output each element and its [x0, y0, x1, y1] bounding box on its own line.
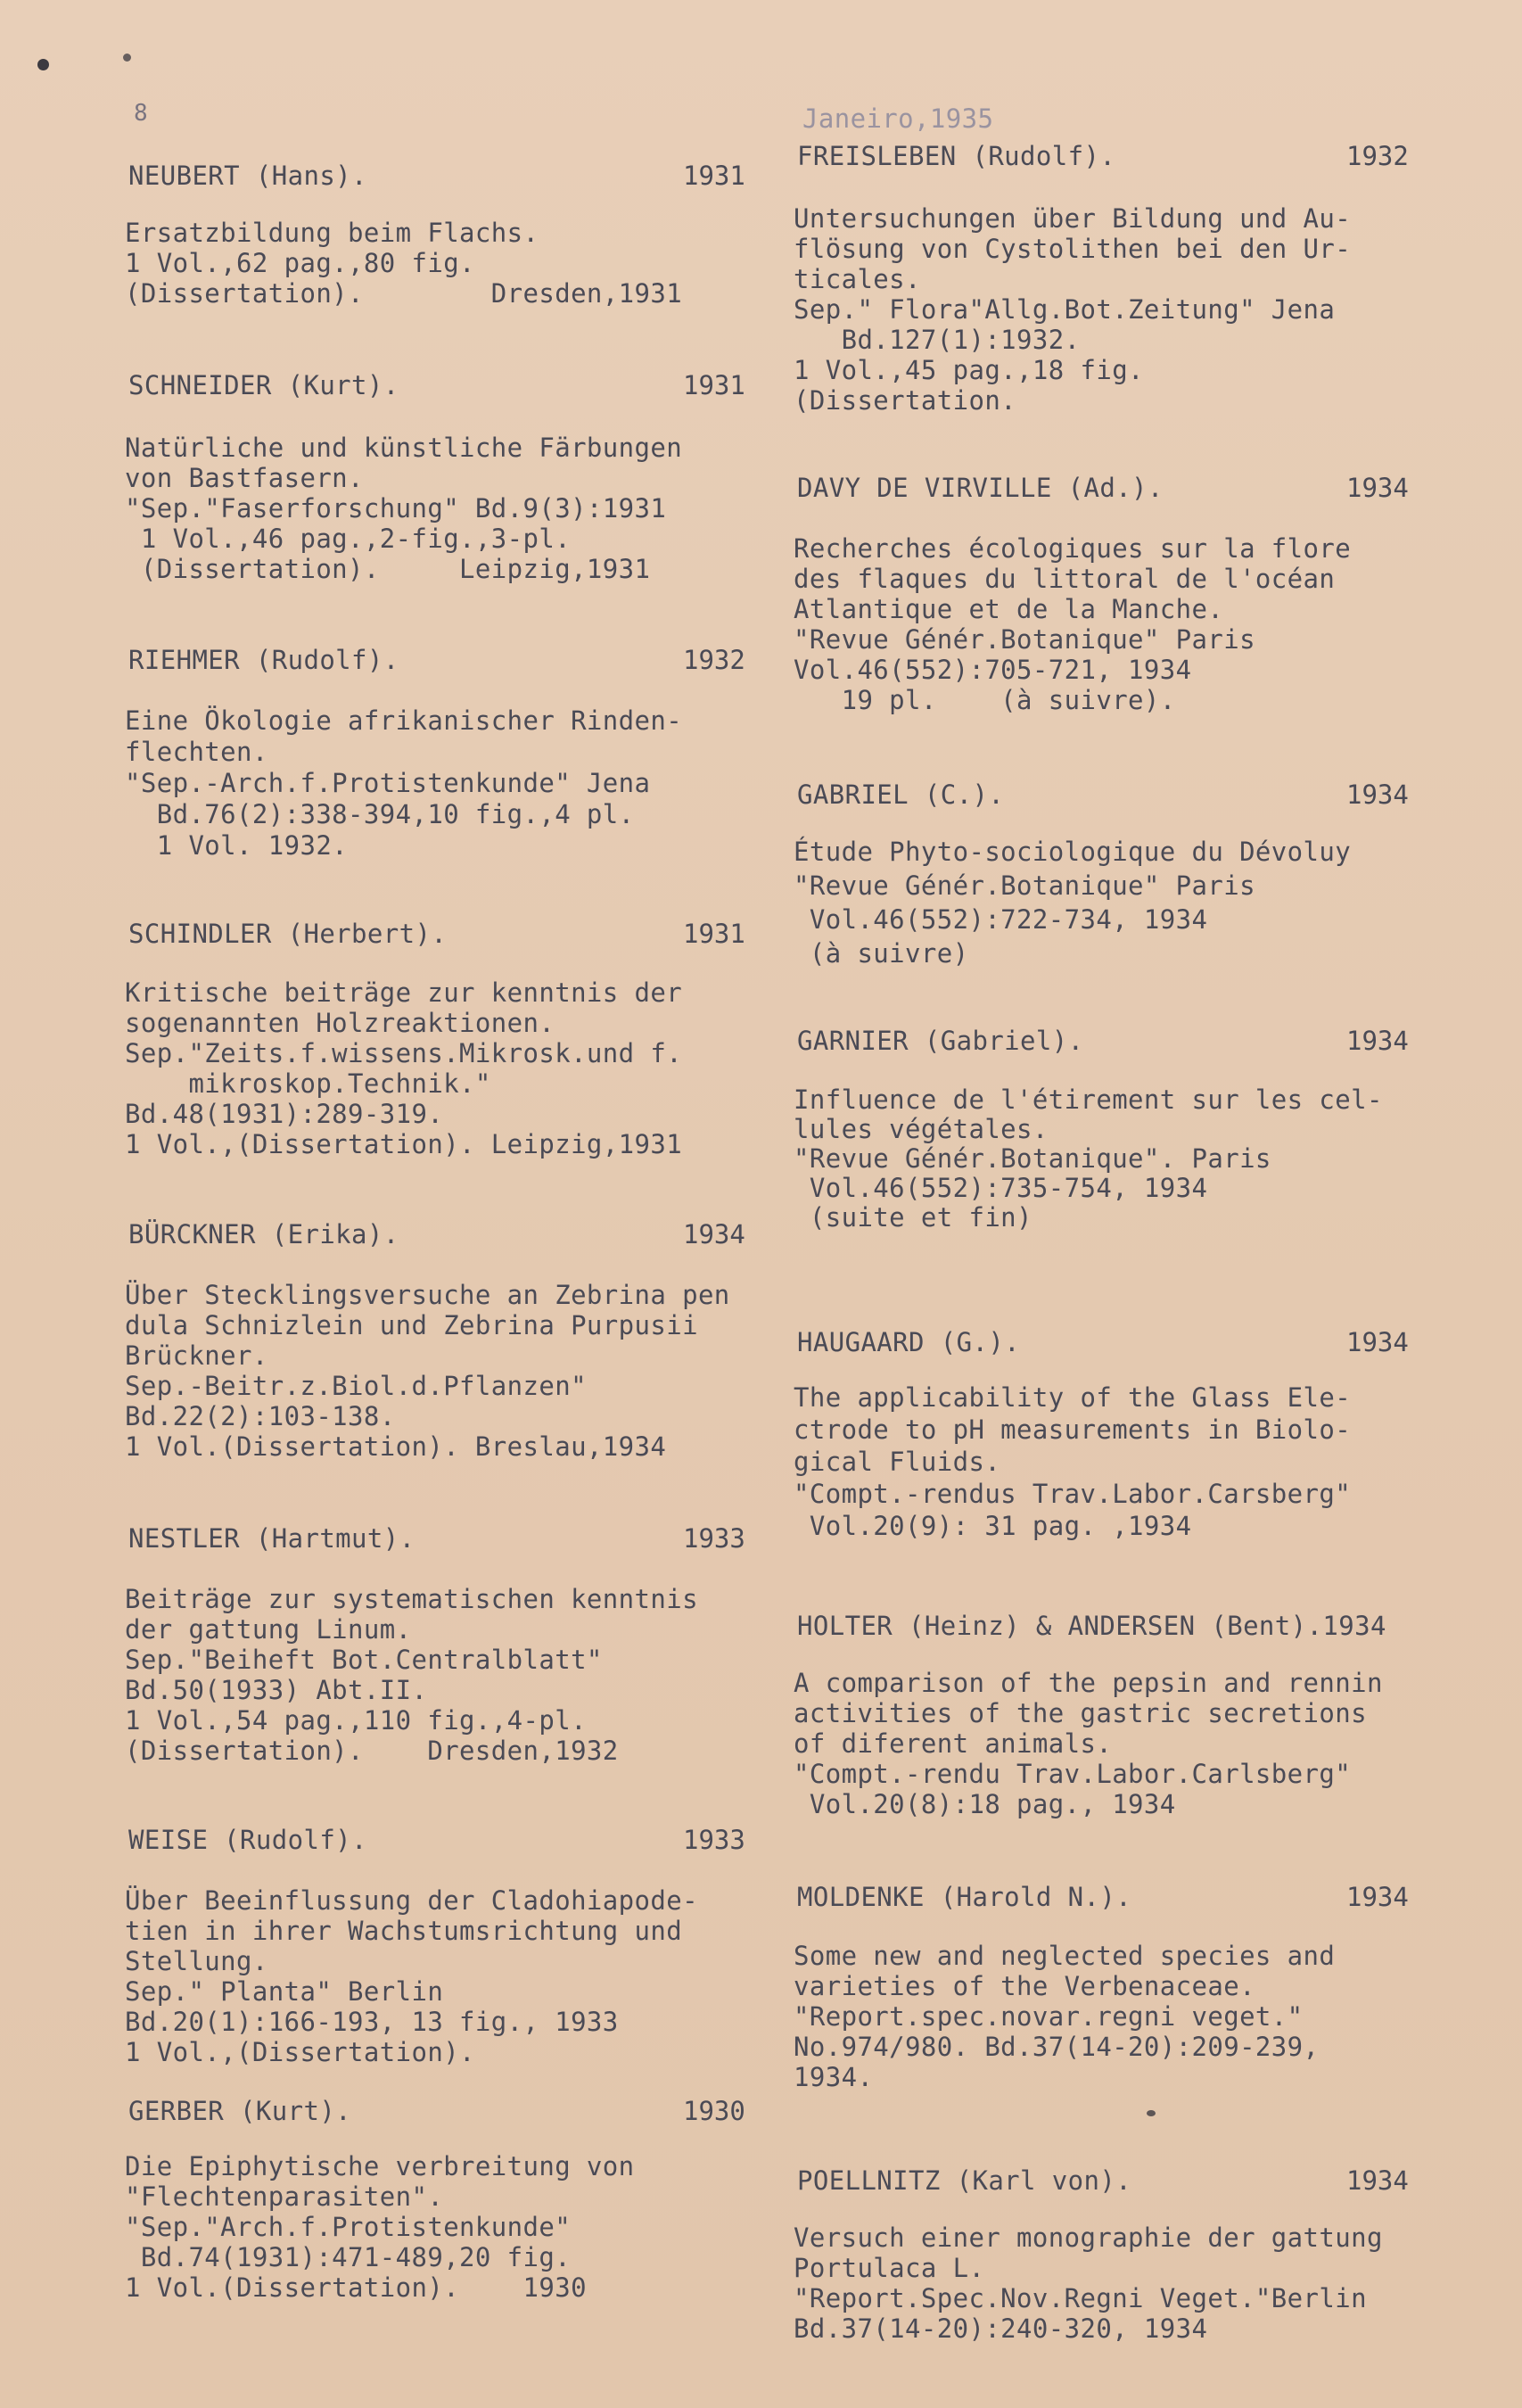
entry-text-line: 1 Vol.,(Dissertation). [125, 2037, 475, 2067]
entry-text-line: (suite et fin) [794, 1202, 1032, 1233]
entry-text-line: ticales. [794, 264, 921, 294]
entry-text-line: Portulaca L. [794, 2253, 985, 2283]
entry-text-line: (Dissertation. [794, 385, 1017, 416]
entry-text-line: Bd.74(1931):471-489,20 fig. [125, 2242, 572, 2272]
entry-text-line: Atlantique et de la Manche. [794, 594, 1224, 624]
entry-author: GABRIEL (C.). [797, 779, 1005, 810]
entry-author: HAUGAARD (G.). [797, 1327, 1021, 1357]
ink-blot-mark [37, 59, 49, 70]
entry-text-line: sogenannten Holzreaktionen. [125, 1008, 555, 1038]
entry-year: 1931 [683, 161, 745, 191]
entry-text-line: "Sep."Faserforschung" Bd.9(3):1931 [125, 493, 667, 524]
entry-text-line: 1 Vol.,45 pag.,18 fig. [794, 355, 1144, 385]
entry-text-line: Natürliche und künstliche Färbungen [125, 433, 683, 463]
entry-text-line: Eine Ökologie afrikanischer Rinden- [125, 705, 683, 736]
entry-text-line: Vol.46(552):705-721, 1934 [794, 655, 1192, 685]
entry-year: 1933 [683, 1523, 745, 1554]
ink-dot-mark [1147, 2110, 1156, 2116]
entry-text-line: Die Epiphytische verbreitung von [125, 2151, 635, 2181]
entry-text-line: Sep."Beiheft Bot.Centralblatt" [125, 1645, 603, 1675]
entry-text-line: The applicability of the Glass Ele- [794, 1382, 1352, 1413]
entry-text-line: "Sep."Arch.f.Protistenkunde" [125, 2212, 572, 2242]
entry-text-line: varieties of the Verbenaceae. [794, 1971, 1255, 2001]
entry-text-line: Untersuchungen über Bildung und Au- [794, 203, 1352, 234]
entry-text-line: 1 Vol.,46 pag.,2-fig.,3-pl. [125, 524, 572, 554]
entry-text-line: Vol.46(552):735-754, 1934 [794, 1173, 1208, 1203]
entry-text-line: flechten. [125, 737, 268, 767]
entry-text-line: ctrode to pH measurements in Biolo- [794, 1414, 1352, 1445]
entry-year: 1931 [683, 919, 745, 949]
entry-text-line: des flaques du littoral de l'océan [794, 564, 1336, 594]
entry-author: NEUBERT (Hans). [128, 161, 367, 191]
entry-year: 1933 [683, 1825, 745, 1855]
entry-text-line: 19 pl. (à suivre). [794, 685, 1176, 715]
entry-text-line: of diferent animals. [794, 1728, 1113, 1759]
entry-text-line: Bd.50(1933) Abt.II. [125, 1675, 428, 1705]
entry-text-line: Bd.127(1):1932. [794, 325, 1081, 355]
entry-author: GARNIER (Gabriel). [797, 1026, 1084, 1056]
entry-text-line: Bd.20(1):166-193, 13 fig., 1933 [125, 2007, 619, 2037]
entry-text-line: tien in ihrer Wachstumsrichtung und [125, 1916, 683, 1946]
entry-text-line: (Dissertation). Dresden,1932 [125, 1736, 619, 1766]
entry-text-line: Über Stecklingsversuche an Zebrina pen [125, 1280, 730, 1310]
entry-text-line: (Dissertation). Dresden,1931 [125, 278, 683, 309]
top-fragment: Janeiro,1935 [802, 103, 994, 134]
entry-text-line: Versuch einer monographie der gattung [794, 2222, 1383, 2253]
entry-text-line: A comparison of the pepsin and rennin [794, 1668, 1383, 1698]
entry-text-line: Étude Phyto-sociologique du Dévoluy [794, 837, 1352, 867]
entry-text-line: Sep.-Beitr.z.Biol.d.Pflanzen" [125, 1371, 587, 1401]
entry-text-line: Vol.20(8):18 pag., 1934 [794, 1789, 1176, 1819]
ink-dot-mark [123, 54, 131, 62]
entry-text-line: gical Fluids. [794, 1447, 1001, 1477]
entry-text-line: 1 Vol.(Dissertation). 1930 [125, 2272, 587, 2303]
entry-author: MOLDENKE (Harold N.). [797, 1882, 1132, 1912]
entry-author: SCHNEIDER (Kurt). [128, 370, 399, 400]
entry-text-line: Kritische beiträge zur kenntnis der [125, 977, 683, 1008]
entry-text-line: (à suivre) [794, 938, 969, 969]
entry-text-line: Sep." Planta" Berlin [125, 1976, 444, 2007]
entry-year: 1930 [683, 2096, 745, 2126]
entry-text-line: Bd.37(14-20):240-320, 1934 [794, 2313, 1208, 2344]
entry-text-line: Stellung. [125, 1946, 268, 1976]
entry-text-line: Some new and neglected species and [794, 1941, 1336, 1971]
entry-text-line: Bd.48(1931):289-319. [125, 1099, 444, 1129]
entry-text-line: Über Beeinflussung der Cladohiapode- [125, 1885, 698, 1916]
entry-text-line: "Compt.-rendus Trav.Labor.Carsberg" [794, 1479, 1352, 1509]
entry-year: 1931 [683, 370, 745, 400]
entry-text-line: No.974/980. Bd.37(14-20):209-239, [794, 2032, 1320, 2062]
entry-text-line: Vol.46(552):722-734, 1934 [794, 904, 1208, 935]
entry-author: WEISE (Rudolf). [128, 1825, 367, 1855]
entry-text-line: Vol.20(9): 31 pag. ,1934 [794, 1511, 1192, 1541]
entry-text-line: Sep."Zeits.f.wissens.Mikrosk.und f. [125, 1038, 683, 1068]
entry-year: 1934 [1346, 1882, 1409, 1912]
entry-text-line: mikroskop.Technik." [125, 1068, 491, 1099]
entry-year: 1934 [1346, 1327, 1409, 1357]
entry-year: 1934 [1346, 1026, 1409, 1056]
entry-text-line: Bd.22(2):103-138. [125, 1401, 396, 1431]
entry-text-line: Ersatzbildung beim Flachs. [125, 218, 539, 248]
entry-author: POELLNITZ (Karl von). [797, 2165, 1132, 2196]
entry-text-line: Bd.76(2):338-394,10 fig.,4 pl. [125, 799, 635, 829]
entry-text-line: "Report.spec.novar.regni veget." [794, 2001, 1304, 2032]
entry-text-line: 1 Vol. 1932. [125, 830, 349, 861]
entry-text-line: "Flechtenparasiten". [125, 2181, 444, 2212]
entry-text-line: "Report.Spec.Nov.Regni Veget."Berlin [794, 2283, 1367, 2313]
entry-text-line: activities of the gastric secretions [794, 1698, 1367, 1728]
entry-text-line: Recherches écologiques sur la flore [794, 533, 1352, 564]
entry-author: HOLTER (Heinz) & ANDERSEN (Bent).1934 [797, 1611, 1386, 1641]
entry-text-line: Influence de l'étirement sur les cel- [794, 1084, 1383, 1115]
entry-author: FREISLEBEN (Rudolf). [797, 141, 1116, 171]
entry-text-line: "Revue Génér.Botanique". Paris [794, 1143, 1271, 1174]
entry-year: 1932 [1346, 141, 1409, 171]
entry-author: GERBER (Kurt). [128, 2096, 352, 2126]
entry-text-line: 1 Vol.,(Dissertation). Leipzig,1931 [125, 1129, 683, 1159]
entry-text-line: dula Schnizlein und Zebrina Purpusii [125, 1310, 698, 1340]
entry-text-line: Brückner. [125, 1340, 268, 1371]
page-number: 8 [134, 100, 148, 127]
entry-author: SCHINDLER (Herbert). [128, 919, 448, 949]
entry-year: 1934 [1346, 473, 1409, 503]
entry-author: DAVY DE VIRVILLE (Ad.). [797, 473, 1164, 503]
entry-text-line: 1934. [794, 2062, 874, 2092]
entry-author: BÜRCKNER (Erika). [128, 1219, 399, 1249]
entry-author: RIEHMER (Rudolf). [128, 645, 399, 675]
entry-text-line: der gattung Linum. [125, 1614, 412, 1645]
entry-text-line: von Bastfasern. [125, 463, 364, 493]
entry-year: 1934 [683, 1219, 745, 1249]
entry-year: 1934 [1346, 779, 1409, 810]
entry-year: 1934 [1346, 2165, 1409, 2196]
entry-text-line: "Revue Génér.Botanique" Paris [794, 624, 1255, 655]
entry-text-line: "Sep.-Arch.f.Protistenkunde" Jena [125, 768, 651, 798]
entry-text-line: "Compt.-rendu Trav.Labor.Carlsberg" [794, 1759, 1352, 1789]
entry-year: 1932 [683, 645, 745, 675]
entry-text-line: Sep." Flora"Allg.Bot.Zeitung" Jena [794, 294, 1336, 325]
entry-text-line: flösung von Cystolithen bei den Ur- [794, 234, 1352, 264]
entry-text-line: 1 Vol.,62 pag.,80 fig. [125, 248, 475, 278]
entry-text-line: Beiträge zur systematischen kenntnis [125, 1584, 698, 1614]
entry-text-line: 1 Vol.,54 pag.,110 fig.,4-pl. [125, 1705, 587, 1736]
entry-text-line: (Dissertation). Leipzig,1931 [125, 554, 651, 584]
entry-text-line: lules végétales. [794, 1114, 1049, 1144]
entry-text-line: 1 Vol.(Dissertation). Breslau,1934 [125, 1431, 667, 1462]
entry-text-line: "Revue Génér.Botanique" Paris [794, 870, 1255, 901]
entry-author: NESTLER (Hartmut). [128, 1523, 415, 1554]
